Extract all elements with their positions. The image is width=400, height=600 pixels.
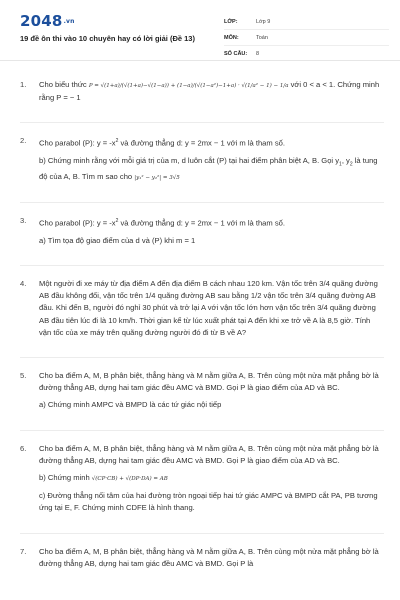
question-5 bbox=[20, 370, 384, 412]
meta-row-subject bbox=[224, 30, 389, 46]
question-text: Cho parabol (P): $y = -x^2$ và đường thẳng d: y = 2mx − 1 với m là tham số. bbox=[39, 218, 285, 228]
question-number: 1. bbox=[20, 80, 27, 89]
question-4 bbox=[20, 278, 384, 339]
question-1 bbox=[20, 79, 384, 104]
meta-value: Toán bbox=[256, 34, 268, 41]
meta-row-grade bbox=[224, 14, 389, 30]
question-subpart: b) Chứng minh √(CP·CB) + √(DP·DA) = AB bbox=[39, 473, 168, 483]
page-header bbox=[0, 0, 400, 61]
question-text: Một người đi xe máy từ địa điểm A đến địa điểm B cách nhau 120 km. Vận tốc trên 3/4 quãng đường AB đầu không đổi, vận tốc trên 1/4 quãng đường AB sau bằng 1/2 vận tốc trên 3/4 quãng đường AB đầu. Khi đến B, người đó nghỉ 30 phút và trở lại A với vận tốc lớn hơn vận tốc trên 3/4 quãng đường AB đầu tiên lúc đi là 10 km/h. Thời gian kể từ lúc xuất phát tại A đến khi xe trở về A là 8,5 giờ. Tính vận tốc của xe máy trên quãng đường người đó đi từ B về A? bbox=[39, 279, 378, 337]
divider bbox=[20, 533, 384, 534]
question-text: Cho ba điểm A, M, B phân biệt, thẳng hàng và M nằm giữa A, B. Trên cùng một nửa mặt phẳng bờ là đường thẳng AB, dựng hai tam giác đều AMC và BMD. Gọi P là giao điểm của AD và BC. bbox=[39, 371, 379, 393]
logo-suffix: .vn bbox=[63, 18, 75, 25]
meta-key: LỚP: bbox=[224, 18, 238, 25]
question-subpart: a) Chứng minh AMPC và BMPD là các tứ giác nội tiếp bbox=[39, 400, 222, 410]
site-logo[interactable] bbox=[20, 12, 75, 30]
question-7 bbox=[20, 546, 384, 570]
question-2 bbox=[20, 135, 384, 184]
question-3 bbox=[20, 215, 384, 247]
question-text: Cho ba điểm A, M, B phân biệt, thẳng hàng và M nằm giữa A, B. Trên cùng một nửa mặt phẳng bờ là đường thẳng AB, dựng hai tam giác đều AMC và BMD. Gọi P là giao điểm của AD và BC. bbox=[39, 443, 379, 465]
exam-meta-table bbox=[224, 14, 389, 61]
question-subpart: b) Chứng minh rằng với mỗi giá trị của m, d luôn cắt (P) tại hai điểm phân biệt A, B. Gọi $y_1$, $y_2$ là tung độ của A, B. Tìm m sao cho |y₁² − y₂²| = 3√5 bbox=[39, 156, 378, 181]
divider bbox=[20, 357, 384, 358]
divider bbox=[20, 122, 384, 123]
meta-value: Lớp 9 bbox=[256, 18, 271, 25]
math-expression: √(CP·CB) + √(DP·DA) = AB bbox=[91, 476, 168, 483]
question-number: 2. bbox=[20, 136, 27, 146]
question-6 bbox=[20, 443, 384, 515]
question-number: 6. bbox=[20, 443, 27, 453]
math-expression: |y₁² − y₂²| = 3√5 bbox=[134, 174, 180, 181]
question-list bbox=[0, 61, 400, 104]
divider bbox=[20, 265, 384, 266]
meta-row-count bbox=[224, 46, 389, 61]
question-number: 4. bbox=[20, 279, 27, 288]
question-text: Cho ba điểm A, M, B phân biệt, thẳng hàng và M nằm giữa A, B. Trên cùng một nửa mặt phẳng bờ là đường thẳng AB, dựng hai tam giác đều AMC và BMD. Gọi P là bbox=[39, 546, 379, 568]
page-title: 19 đề ôn thi vào 10 chuyên hay có lời giải (Đề 13) bbox=[20, 34, 195, 43]
math-expression: P = √(1+a)/(√(1+a)−√(1−a)) + (1−a)/(√(1−a²)−1+a) · √(1/a² − 1) − 1/a bbox=[88, 83, 289, 89]
question-text: Cho biểu thức P = √(1+a)/(√(1+a)−√(1−a)) + (1−a)/(√(1−a²)−1+a) · √(1/a² − 1) − 1/a với 0 < a < 1. Chứng minh rằng P = − 1 bbox=[39, 80, 380, 103]
divider bbox=[20, 430, 384, 431]
meta-value: 8 bbox=[256, 50, 260, 57]
logo-text: 2048 bbox=[20, 12, 63, 30]
question-subpart: c) Đường thẳng nối tâm của hai đường tròn ngoại tiếp hai tứ giác AMPC và BMPD cắt PA, PB tương ứng tại E, F. Chứng minh CDFE là hình thang. bbox=[39, 491, 378, 513]
meta-key: SỐ CÂU: bbox=[224, 50, 248, 57]
meta-key: MÔN: bbox=[224, 34, 239, 41]
question-number: 5. bbox=[20, 371, 27, 381]
question-number: 7. bbox=[20, 546, 27, 556]
question-text: Cho parabol (P): $y = -x^2$ và đường thẳng d: y = 2mx − 1 với m là tham số. bbox=[39, 138, 285, 148]
question-number: 3. bbox=[20, 216, 27, 226]
question-subpart: a) Tìm tọa độ giao điểm của d và (P) khi m = 1 bbox=[39, 235, 196, 245]
divider bbox=[20, 202, 384, 203]
